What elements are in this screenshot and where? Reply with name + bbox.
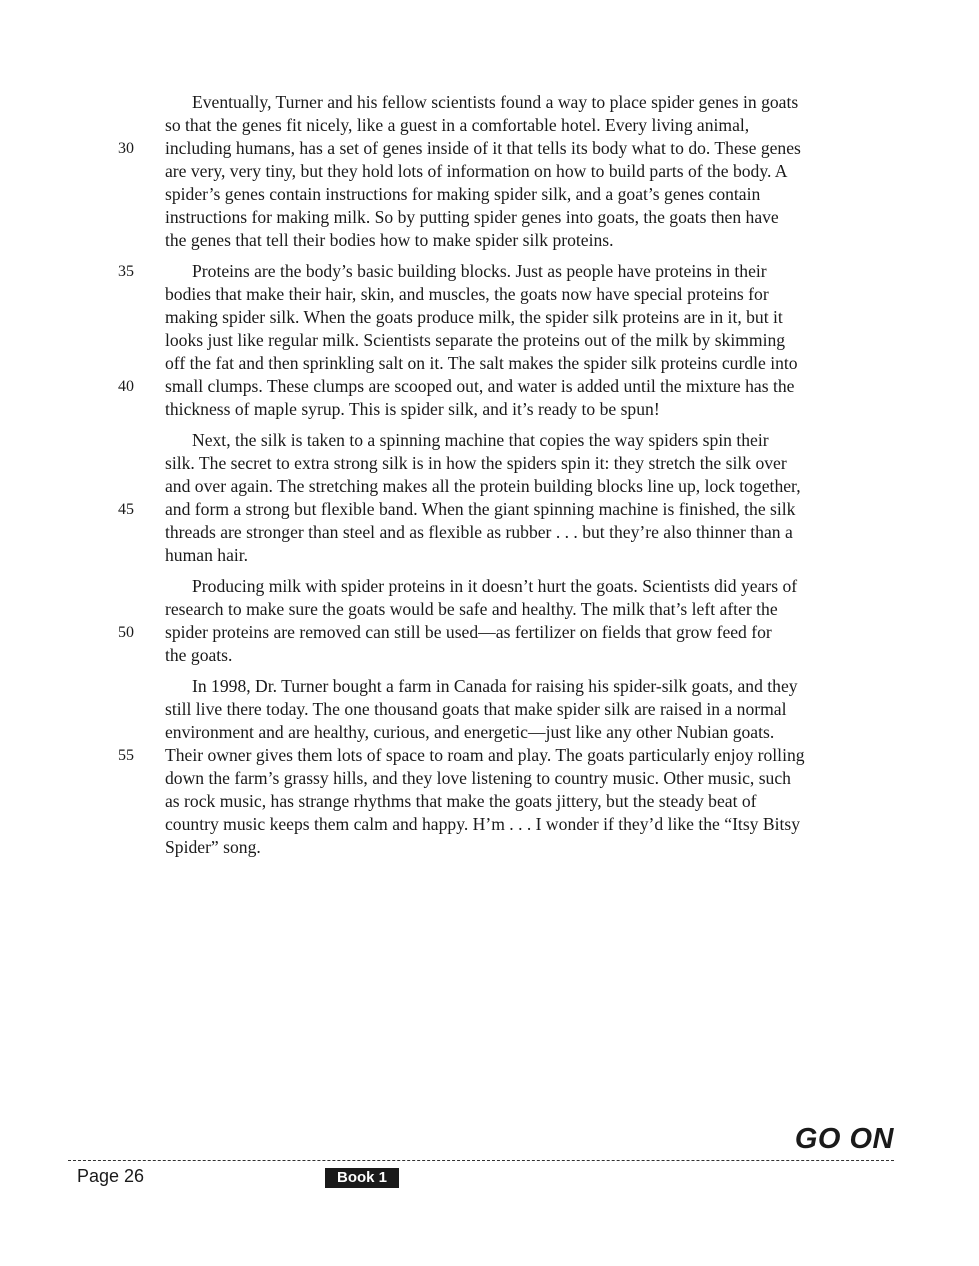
line-text: environment and are healthy, curious, and energetic—just like any other Nubian goats. [165, 722, 775, 742]
passage-line [165, 452, 865, 475]
line-text: so that the genes fit nicely, like a guest in a comfortable hotel. Every living animal, [165, 115, 750, 135]
passage-line [118, 137, 865, 160]
line-text: Next, the silk is taken to a spinning machine that copies the way spiders spin their [192, 430, 769, 450]
passage-line [165, 575, 865, 598]
line-text: looks just like regular milk. Scientists separate the proteins out of the milk by skimming [165, 330, 786, 350]
passage-line [165, 475, 865, 498]
passage-line [165, 544, 865, 567]
line-text: instructions for making milk. So by putting spider genes into goats, the goats then have [165, 207, 779, 227]
line-text: In 1998, Dr. Turner bought a farm in Canada for raising his spider-silk goats, and they [192, 676, 798, 696]
paragraph [118, 575, 865, 667]
line-number: 55 [118, 747, 134, 764]
passage-line [118, 621, 865, 644]
passage-line [165, 352, 865, 375]
go-on-label: GO ON [794, 1123, 894, 1155]
line-text: human hair. [165, 545, 249, 565]
passage-line [118, 260, 865, 283]
passage-line [165, 398, 865, 421]
passage-line [165, 91, 865, 114]
line-text: and form a strong but flexible band. When the giant spinning machine is finished, the silk [165, 499, 796, 519]
passage-line [165, 283, 865, 306]
line-text: Spider” song. [165, 837, 261, 857]
line-text: as rock music, has strange rhythms that make the goats jittery, but the steady beat of [165, 791, 757, 811]
paragraph [118, 91, 865, 252]
line-text: country music keeps them calm and happy. H’m . . . I wonder if they’d like the “Itsy Bitsy [165, 814, 801, 834]
line-number: 40 [118, 378, 134, 395]
line-text: off the fat and then sprinkling salt on it. The salt makes the spider silk proteins curdle into [165, 353, 798, 373]
footer-divider [68, 1160, 894, 1161]
line-text: and over again. The stretching makes all the protein building blocks line up, lock together, [165, 476, 801, 496]
line-text: including humans, has a set of genes inside of it that tells its body what to do. These genes [165, 138, 801, 158]
paragraph [118, 675, 865, 859]
passage-line [165, 329, 865, 352]
line-text: Eventually, Turner and his fellow scientists found a way to place spider genes in goats [192, 92, 799, 112]
book-badge: Book 1 [325, 1168, 399, 1188]
line-text: making spider silk. When the goats produce milk, the spider silk proteins are in it, but it [165, 307, 783, 327]
passage-line [165, 598, 865, 621]
line-text: silk. The secret to extra strong silk is in how the spiders spin it: they stretch the silk over [165, 453, 787, 473]
passage-line [165, 836, 865, 859]
line-text: still live there today. The one thousand goats that make spider silk are raised in a normal [165, 699, 787, 719]
passage-line [165, 721, 865, 744]
line-number: 35 [118, 263, 134, 280]
paragraph [118, 429, 865, 567]
line-text: bodies that make their hair, skin, and muscles, the goats now have special proteins for [165, 284, 769, 304]
passage-line [165, 644, 865, 667]
reading-passage [118, 91, 865, 867]
line-text: research to make sure the goats would be safe and healthy. The milk that’s left after the [165, 599, 778, 619]
line-text: are very, very tiny, but they hold lots of information on how to build parts of the body. A [165, 161, 788, 181]
line-text: the goats. [165, 645, 233, 665]
line-text: down the farm’s grassy hills, and they love listening to country music. Other music, such [165, 768, 791, 788]
line-number: 30 [118, 140, 134, 157]
line-text: Producing milk with spider proteins in it doesn’t hurt the goats. Scientists did years of [192, 576, 798, 596]
passage-line [165, 790, 865, 813]
passage-line [165, 306, 865, 329]
page-number: Page 26 [77, 1166, 145, 1186]
passage-line [118, 744, 865, 767]
line-text: Their owner gives them lots of space to roam and play. The goats particularly enjoy rolling [165, 745, 805, 765]
passage-line [165, 813, 865, 836]
line-text: spider’s genes contain instructions for making spider silk, and a goat’s genes contain [165, 184, 761, 204]
line-number: 45 [118, 501, 134, 518]
line-text: Proteins are the body’s basic building blocks. Just as people have proteins in their [192, 261, 767, 281]
passage-line [165, 767, 865, 790]
passage-line [165, 160, 865, 183]
line-text: threads are stronger than steel and as flexible as rubber . . . but they’re also thinner than a [165, 522, 793, 542]
line-text: thickness of maple syrup. This is spider silk, and it’s ready to be spun! [165, 399, 660, 419]
line-number: 50 [118, 624, 134, 641]
line-text: the genes that tell their bodies how to make spider silk proteins. [165, 230, 614, 250]
passage-line [165, 114, 865, 137]
passage-line [118, 375, 865, 398]
passage-line [165, 206, 865, 229]
passage-line [165, 698, 865, 721]
passage-line [118, 498, 865, 521]
line-text: spider proteins are removed can still be used—as fertilizer on fields that grow feed for [165, 622, 772, 642]
line-text: small clumps. These clumps are scooped out, and water is added until the mixture has the [165, 376, 795, 396]
passage-line [165, 229, 865, 252]
paragraph [118, 260, 865, 421]
passage-line [165, 675, 865, 698]
passage-line [165, 429, 865, 452]
passage-line [165, 521, 865, 544]
passage-line [165, 183, 865, 206]
